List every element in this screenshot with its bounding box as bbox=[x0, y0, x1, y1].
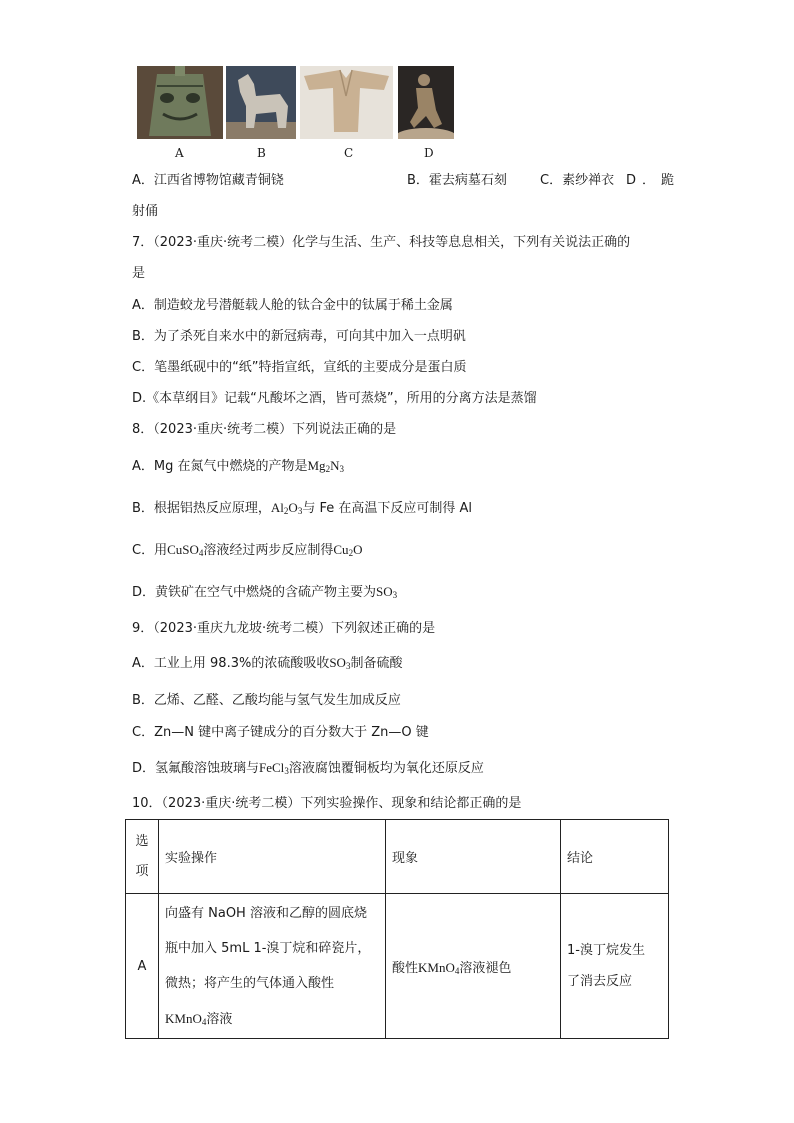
row-a-phenomenon: 酸性KMnO$_4$溶液褪色 bbox=[386, 894, 561, 1039]
row-a-option: A bbox=[126, 894, 159, 1039]
q9-option-b: B．乙烯、乙醛、乙酸均能与氢气发生加成反应 bbox=[132, 693, 401, 708]
silk-robe-image bbox=[300, 66, 393, 139]
header-option: 选 项 bbox=[126, 820, 159, 894]
bronze-nao-image bbox=[137, 66, 223, 139]
q7-option-c: C．笔墨纸砚中的“纸”特指宣纸，宣纸的主要成分是蛋白质 bbox=[132, 360, 467, 375]
header-operation: 实验操作 bbox=[159, 820, 386, 894]
q10-stem: 10．（2023·重庆·统考二模）下列实验操作、现象和结论都正确的是 bbox=[132, 796, 522, 811]
kneeling-archer-image bbox=[398, 66, 454, 139]
q9-option-c: C．Zn—N 键中离子键成分的百分数大于 Zn—O 键 bbox=[132, 725, 429, 740]
q8-option-d: D．黄铁矿在空气中燃烧的含硫产物主要为$SO_3$ bbox=[132, 584, 398, 600]
q7-stem-cont: 是 bbox=[132, 266, 146, 281]
q8-option-a: A．Mg 在氮气中燃烧的产物是$Mg_2N_3$ bbox=[132, 458, 344, 474]
image-label-c: C bbox=[344, 146, 354, 160]
q6-option-d-cont: 射俑 bbox=[132, 204, 159, 219]
q8-option-b: B．根据铝热反应原理，$Al_2O_3$与 Fe 在高温下反应可制得 Al bbox=[132, 500, 472, 516]
q6-option-d: D．跪 bbox=[626, 173, 681, 188]
q7-option-b: B．为了杀死自来水中的新冠病毒，可向其中加入一点明矾 bbox=[132, 329, 466, 344]
q7-option-d: D.《本草纲目》记载“凡酸坏之酒，皆可蒸烧”，所用的分离方法是蒸馏 bbox=[132, 391, 537, 406]
q6-option-b: B．霍去病墓石刻 bbox=[407, 173, 507, 188]
table-header-row bbox=[126, 820, 669, 894]
q9-stem: 9．（2023·重庆九龙坡·统考二模）下列叙述正确的是 bbox=[132, 621, 436, 636]
q10-table bbox=[125, 819, 669, 1039]
header-conclusion: 结论 bbox=[561, 820, 669, 894]
image-label-a: A bbox=[175, 146, 184, 160]
row-a-operation: 向盛有 NaOH 溶液和乙醇的圆底烧 瓶中加入 5mL 1-溴丁烷和碎瓷片， 微热；将产生的气体通入酸性 KMnO$_4$溶液 bbox=[159, 894, 386, 1039]
q6-option-a: A．江西省博物馆藏青铜铙 bbox=[132, 173, 284, 188]
q8-option-c: C．用CuSO$_4$溶液经过两步反应制得$Cu_2O$ bbox=[132, 542, 363, 558]
image-label-d: D bbox=[424, 146, 434, 160]
table-row bbox=[126, 894, 669, 1039]
image-label-b: B bbox=[257, 146, 266, 160]
q7-stem: 7．（2023·重庆·统考二模）化学与生活、生产、科技等息息相关，下列有关说法正确的 bbox=[132, 235, 631, 250]
q8-stem: 8．（2023·重庆·统考二模）下列说法正确的是 bbox=[132, 422, 397, 437]
q7-option-a: A．制造蛟龙号潜艇载人舱的钛合金中的钛属于稀土金属 bbox=[132, 298, 453, 313]
header-phenomenon: 现象 bbox=[386, 820, 561, 894]
q9-option-a: A．工业上用 98.3%的浓硫酸吸收$SO_3$制备硫酸 bbox=[132, 655, 403, 671]
row-a-conclusion: 1-溴丁烷发生 了消去反应 bbox=[561, 894, 669, 1039]
stone-horse-image bbox=[226, 66, 296, 139]
q6-option-c: C．素纱禅衣 bbox=[540, 173, 615, 188]
q9-option-d: D．氢氟酸溶蚀玻璃与FeCl$_3$溶液腐蚀覆铜板均为氧化还原反应 bbox=[132, 760, 484, 776]
